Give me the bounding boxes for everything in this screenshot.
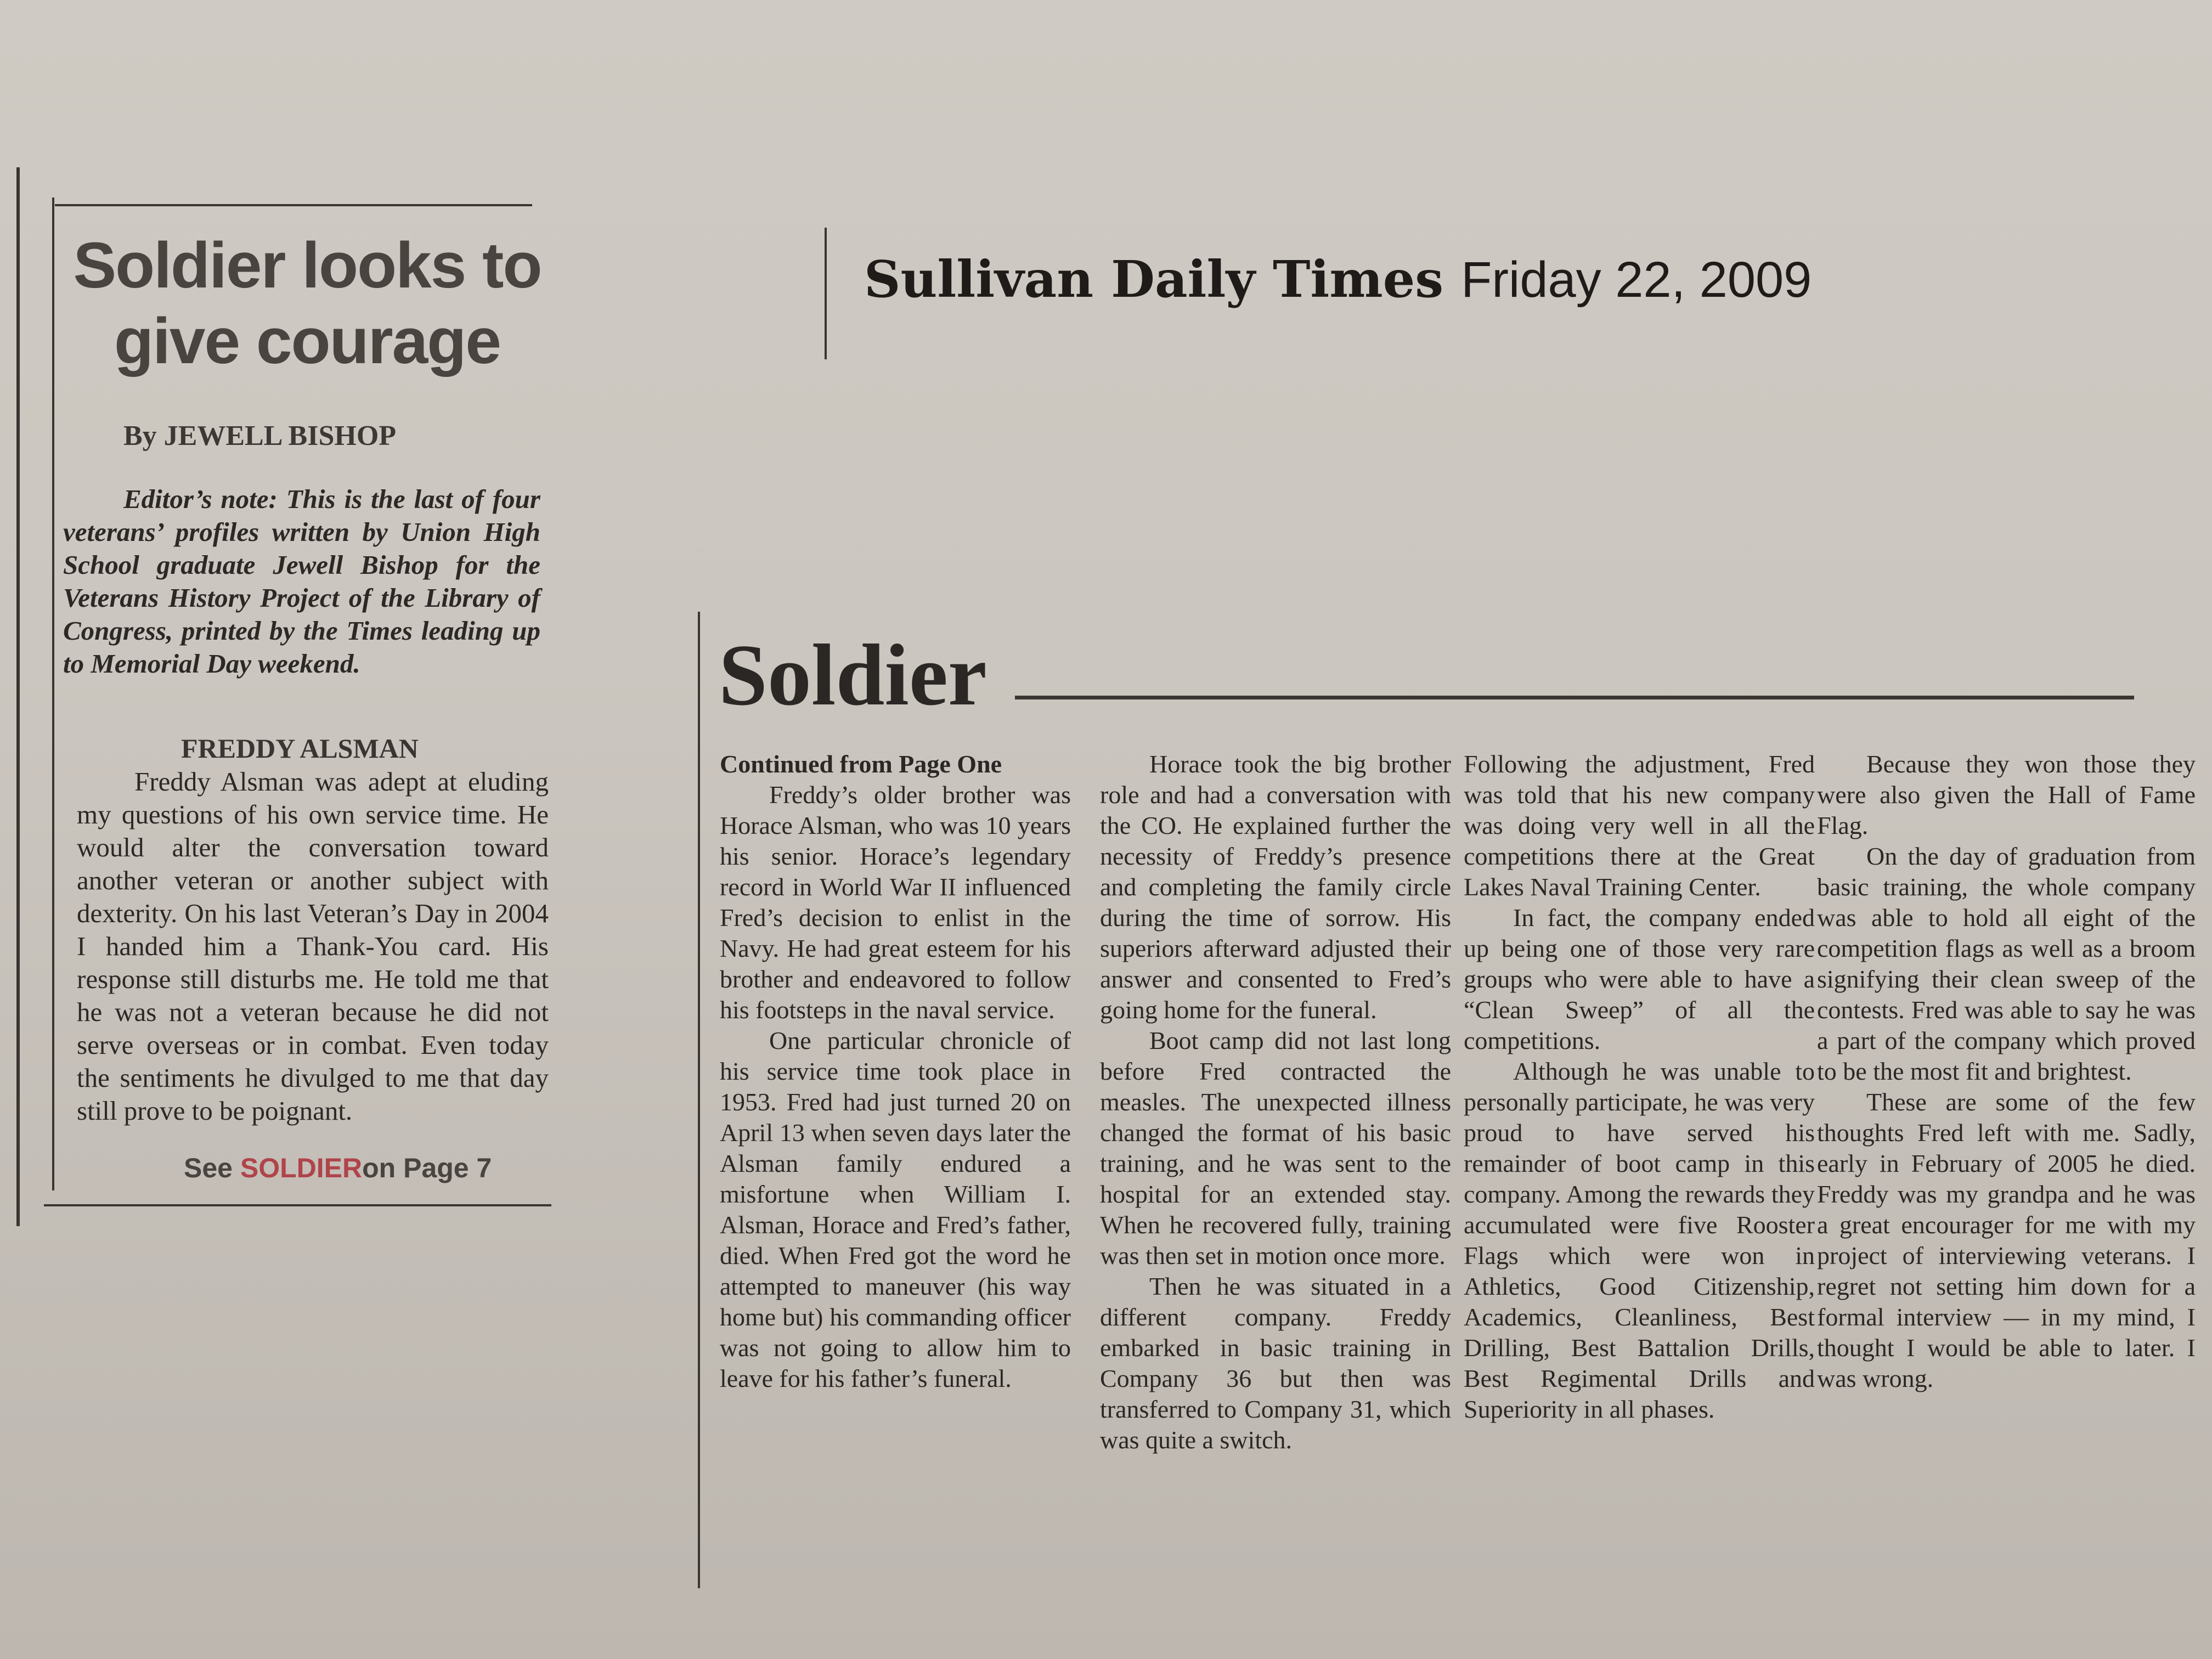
paragraph: In fact, the company ended up being one of those very rare groups who were able to have a “Clean Sweep” of all the competitions. — [1464, 904, 1815, 1054]
sidebar-inner-rule — [52, 198, 54, 1190]
paragraph: Because they won those they were also given the Hall of Fame Flag. — [1817, 750, 2196, 839]
paragraph: Then he was situated in a different company. Freddy embarked in basic training in Company 36 but then was transferred to Company 31, which was quite a switch. — [1100, 1272, 1451, 1454]
paragraph: Although he was unable to personally participate, he was very proud to have served his remainder of boot camp in this company. Among the rewards they accumulated were five Rooster Flags which were won in Athletics, Good Citizenship, Academics, Cleanliness, Best Drilling, Best Battalion Drills, Best Regimental Drills and Superiority in all phases. — [1464, 1057, 1815, 1423]
paragraph: One particular chronicle of his service time took place in 1953. Fred had just turned 20 on April 13 when seven days later the Alsman family endured a misfortune when William I. Alsman, Horace and Fred’s father, died. When Fred got the word he attempted to maneuver (his way home but) his commanding officer was not going to allow him to leave for his father’s funeral. — [720, 1026, 1071, 1392]
paragraph: These are some of the few thoughts Fred left with me. Sadly, early in February of 2005 he died. Freddy was my grandpa and he was a great encourager for me with my project of interviewing veterans. I regret not setting him down for a formal interview — in my mind, I thought I would be able to later. I was wrong. — [1817, 1088, 2196, 1392]
jump-suffix: on Page 7 — [362, 1153, 492, 1183]
masthead-divider — [825, 228, 827, 359]
paragraph: Boot camp did not last long before Fred contracted the measles. The unexpected illness changed the format of his basic training, and he was sent to the hospital for an extended stay. When he recovered fully, training was then set in motion once more. — [1100, 1026, 1451, 1269]
masthead-date: Friday 22, 2009 — [1461, 252, 1812, 308]
paragraph: On the day of graduation from basic training, the whole company was able to hold all eight of the competition flags as well as a broom signifying their clean sweep of the contests. Fred was able to say he was a part of the company which proved to be the most fit and brightest. — [1817, 842, 2196, 1085]
sidebar-left-rule — [16, 167, 20, 1226]
sidebar-body-text: Freddy Alsman was adept at eluding my questions of his own service time. He would alter the conversation toward another veteran or another subject with dexterity. On his last Veteran’s Day in 2004 I handed him a Thank-You card. His response still disturbs me. He told me that he was not a veteran because he did not serve overseas or in combat. Even today the sentiments he divulged to me that day still prove to be poignant. — [77, 766, 549, 1126]
sidebar-headline: Soldier looks to give courage — [73, 229, 541, 377]
paragraph: Following the adjustment, Fred was told that his new company was doing very well in all the competitions there at the Great Lakes Naval Training Center. — [1464, 750, 1815, 901]
paragraph: Freddy’s older brother was Horace Alsman, who was 10 years his senior. Horace’s legendary record in World War II influenced Fred’s decision to enlist in the Navy. He had great esteem for his brother and endeavored to follow his footsteps in the naval service. — [720, 781, 1071, 1024]
sidebar-top-rule — [55, 204, 532, 206]
sidebar-bottom-rule — [44, 1204, 551, 1206]
sidebar-byline: By JEWELL BISHOP — [123, 420, 397, 452]
article-column-2 — [1100, 749, 1451, 1455]
jump-keyword: SOLDIER — [240, 1153, 363, 1183]
article-column-1 — [720, 749, 1071, 1394]
editor-note: Editor’s note: This is the last of four veterans’ profiles written by Union High School graduate Jewell Bishop for the Veterans History Project of the Library of Congress, printed by the Times leading up to Memorial Day weekend. — [63, 484, 540, 679]
jump-line — [184, 1152, 568, 1184]
jump-prefix: See — [184, 1153, 233, 1183]
sidebar-subhead: FREDDY ALSMAN — [181, 733, 419, 764]
article-column-4 — [1817, 749, 2196, 1394]
article-column-3 — [1464, 749, 1815, 1425]
continued-line: Continued from Page One — [720, 750, 1002, 778]
masthead-name: Sullivan Daily Times — [864, 250, 1444, 309]
masthead — [864, 250, 1852, 309]
article-left-rule — [698, 612, 700, 1588]
paragraph: Horace took the big brother role and had a conversation with the CO. He explained further the necessity of Freddy’s presence and completing the family circle during the time of sorrow. His superiors afterward adjusted their answer and consented to Fred’s going home for the funeral. — [1100, 750, 1451, 1024]
article-heading-rule — [1015, 696, 2134, 699]
article-heading: Soldier — [719, 626, 987, 724]
